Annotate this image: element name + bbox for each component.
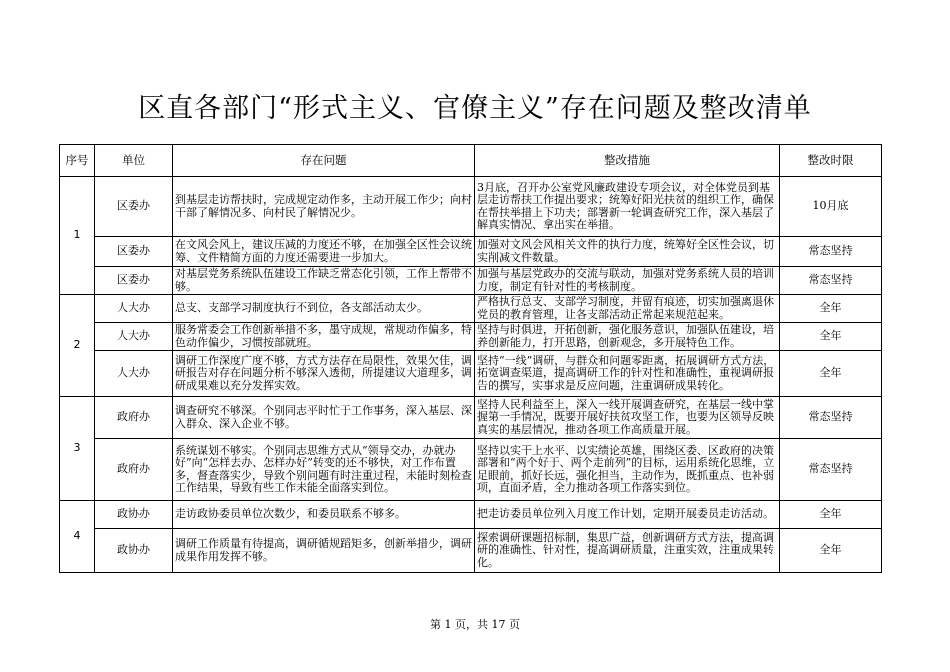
cell-deadline: 常态坚持 xyxy=(780,237,882,267)
cell-unit: 政府办 xyxy=(95,397,173,439)
cell-deadline: 常态坚持 xyxy=(780,267,882,295)
table-row xyxy=(60,323,882,351)
cell-unit: 政府办 xyxy=(95,439,173,501)
table-row xyxy=(60,295,882,323)
group-seq: 4 xyxy=(60,501,95,573)
group-seq: 2 xyxy=(60,295,95,397)
table-row xyxy=(60,351,882,397)
rectification-table xyxy=(59,144,882,573)
cell-deadline: 常态坚持 xyxy=(780,397,882,439)
cell-unit: 区委办 xyxy=(95,237,173,267)
cell-measure: 探索调研课题招标制，集思广益，创新调研方式方法，提高调研的准确性、针对性，提高调研质量，注重实效，注重成果转化。 xyxy=(475,529,780,573)
cell-problem: 走访政协委员单位次数少，和委员联系不够多。 xyxy=(173,501,475,529)
cell-measure: 坚持以实干上水平、以实绩论英雄，围绕区委、区政府的决策部署和“两个好于、两个走前列”的目标，运用系统化思维，立足眼前，抓好长远，强化担当，主动作为，既抓重点、也补弱项，直面矛盾，全力推动各项工作落实到位。 xyxy=(475,439,780,501)
cell-unit: 政协办 xyxy=(95,501,173,529)
cell-measure: 加强对文风会风相关文件的执行力度，统筹好全区性会议，切实削减文件数量。 xyxy=(475,237,780,267)
cell-unit: 区委办 xyxy=(95,177,173,237)
cell-problem: 到基层走访帮扶时，完成规定动作多，主动开展工作少；向村干部了解情况多、向村民了解情况少。 xyxy=(173,177,475,237)
cell-unit: 政协办 xyxy=(95,529,173,573)
header-seq: 序号 xyxy=(60,145,95,177)
cell-deadline: 全年 xyxy=(780,501,882,529)
cell-unit: 人大办 xyxy=(95,295,173,323)
cell-problem: 总支、支部学习制度执行不到位，各支部活动太少。 xyxy=(173,295,475,323)
cell-deadline: 全年 xyxy=(780,351,882,397)
cell-deadline: 常态坚持 xyxy=(780,439,882,501)
cell-deadline: 全年 xyxy=(780,295,882,323)
cell-problem: 调研工作深度广度不够，方式方法存在局限性，效果欠佳，调研报告对存在问题分析不够深入透彻，所提建议大道理多，调研成果难以充分发挥实效。 xyxy=(173,351,475,397)
header-measure: 整改措施 xyxy=(475,145,780,177)
header-deadline: 整改时限 xyxy=(780,145,882,177)
cell-problem: 系统谋划不够实。个别同志思维方式从“领导交办，办就办好”向“怎样去办、怎样办好”转变的还不够快，对工作布置多，督查落实少，导致个别问题有时注重过程，未能时刻检查工作结果，导致有些工作未能全面落实到位。 xyxy=(173,439,475,501)
cell-deadline: 全年 xyxy=(780,529,882,573)
group-seq: 3 xyxy=(60,397,95,501)
cell-problem: 在文风会风上，建议压减的力度还不够，在加强全区性会议统筹、文件精简方面的力度还需要进一步加大。 xyxy=(173,237,475,267)
cell-problem: 服务常委会工作创新举措不多，墨守成规，常规动作偏多，特色动作偏少，习惯按部就班。 xyxy=(173,323,475,351)
cell-problem: 对基层党务系统队伍建设工作缺乏常态化引领，工作上帮带不够。 xyxy=(173,267,475,295)
header-row xyxy=(60,145,882,177)
page-footer: 第 1 页，共 17 页 xyxy=(430,618,520,631)
cell-unit: 人大办 xyxy=(95,351,173,397)
table-row xyxy=(60,177,882,237)
cell-measure: 把走访委员单位列入月度工作计划，定期开展委员走访活动。 xyxy=(475,501,780,529)
cell-measure: 坚持人民利益至上，深入一线开展调查研究，在基层一线中掌握第一手情况，既要开展好扶贫攻坚工作，也要为区领导反映真实的基层情况，推动各项工作高质量开展。 xyxy=(475,397,780,439)
table-row xyxy=(60,397,882,439)
table-row xyxy=(60,529,882,573)
header-problem: 存在问题 xyxy=(173,145,475,177)
table-row xyxy=(60,237,882,267)
cell-measure: 坚持与时俱进，开拓创新，强化服务意识，加强队伍建设，培养创新能力，打开思路，创新观念，多开展特色工作。 xyxy=(475,323,780,351)
cell-deadline: 全年 xyxy=(780,323,882,351)
header-unit: 单位 xyxy=(95,145,173,177)
cell-measure: 严格执行总支、支部学习制度，并留有痕迹，切实加强离退休党员的教育管理，让各支部活动正常起来规范起来。 xyxy=(475,295,780,323)
cell-problem: 调查研究不够深。个别同志平时忙于工作事务，深入基层、深入群众、深入企业不够。 xyxy=(173,397,475,439)
cell-unit: 区委办 xyxy=(95,267,173,295)
cell-measure: 3月底，召开办公室党风廉政建设专项会议，对全体党员到基层走访帮扶工作提出要求；统筹好阳光扶贫的组织工作，确保在帮扶举措上下功夫；部署新一轮调查研究工作，深入基层了解真实情况、拿出实在举措。 xyxy=(475,177,780,237)
table-row xyxy=(60,501,882,529)
cell-deadline: 10月底 xyxy=(780,177,882,237)
table-row xyxy=(60,439,882,501)
cell-measure: 坚持“一线”调研，与群众和问题零距离，拓展调研方式方法，拓宽调查渠道，提高调研工作的针对性和准确性，重视调研报告的撰写，实事求是反应问题，注重调研成果转化。 xyxy=(475,351,780,397)
cell-measure: 加强与基层党政办的交流与联动，加强对党务系统人员的培训力度，制定有针对性的考核制度。 xyxy=(475,267,780,295)
table-row xyxy=(60,267,882,295)
document-title: 区直各部门“形式主义、官僚主义”存在问题及整改清单 xyxy=(138,93,812,124)
cell-unit: 人大办 xyxy=(95,323,173,351)
group-seq: 1 xyxy=(60,177,95,295)
cell-problem: 调研工作质量有待提高，调研循规蹈矩多，创新举措少，调研成果作用发挥不够。 xyxy=(173,529,475,573)
